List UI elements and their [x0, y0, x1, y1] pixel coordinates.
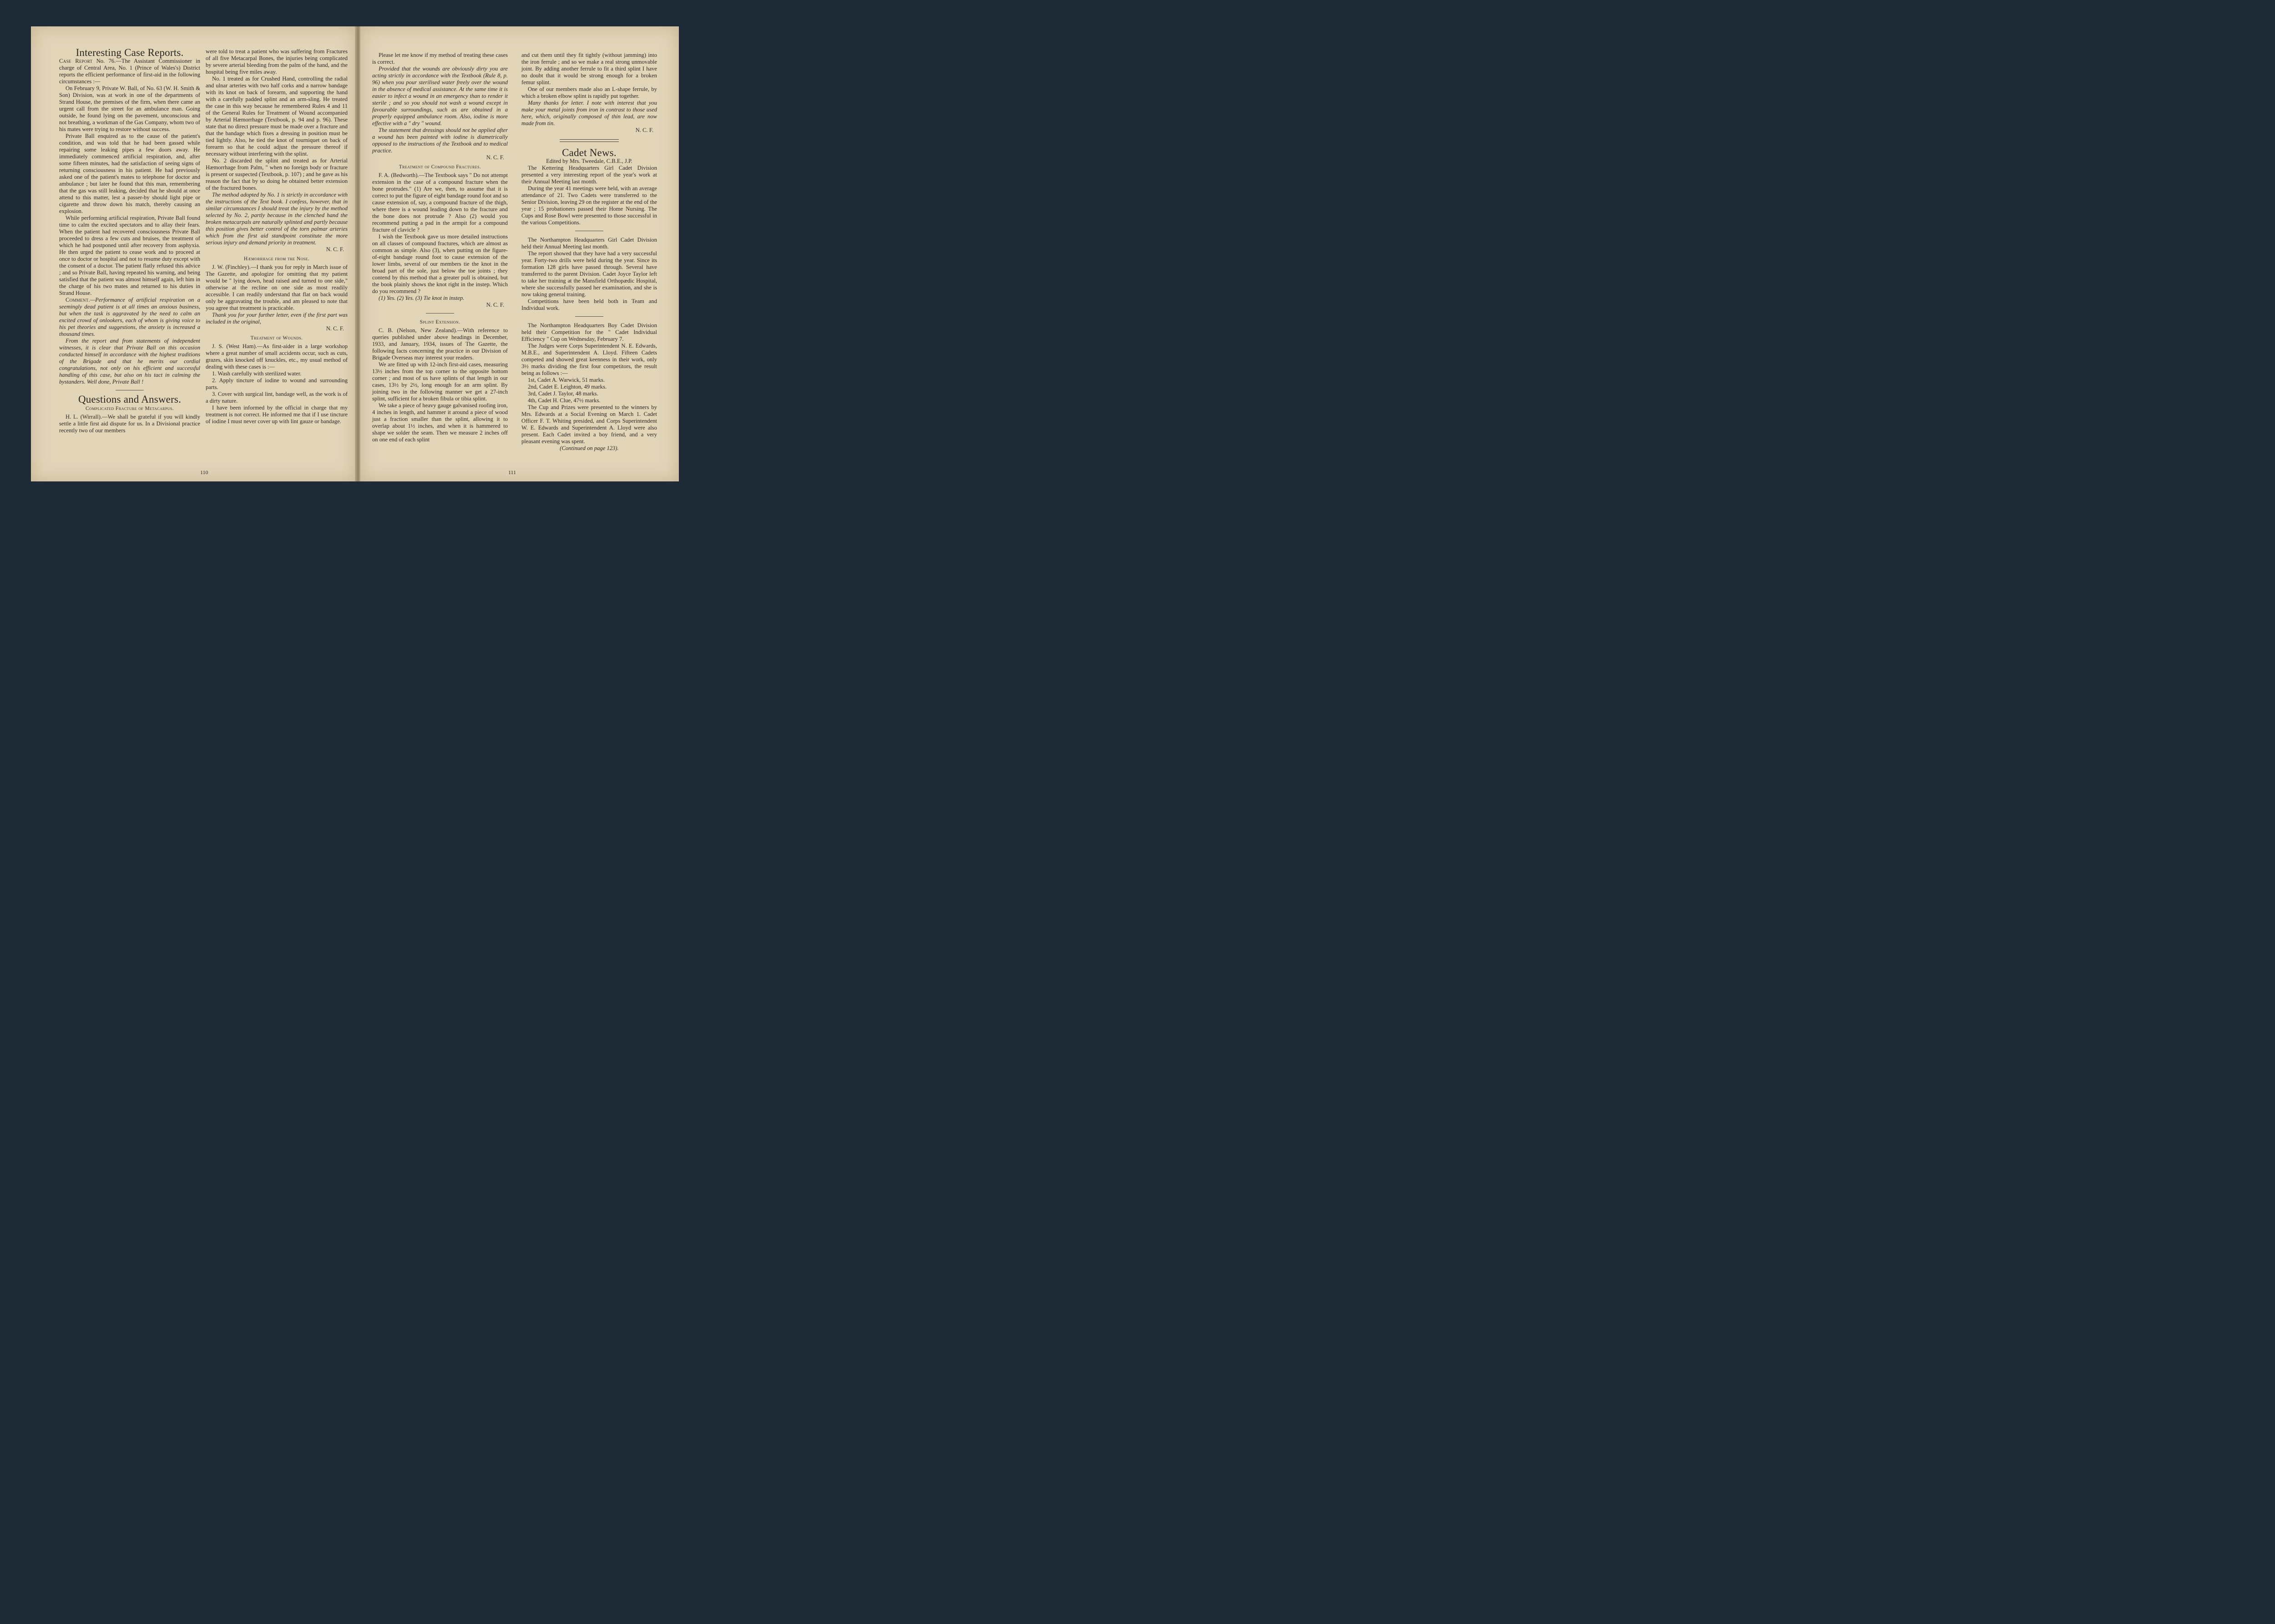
paragraph: Private Ball enquired as to the cause of the patient's condition, and was told that he had been gassed while repairing some leaking pipes a few doors away. He immediately commenced artificial respiration, and, after some fifteen minutes, had the satisfaction of seeing signs of returning consciousness in his patient. He had previously asked one of the patient's mates to telephone for doctor and ambulance ; but later he found that this man, remembering that the gas was still leaking, decided that he should at once attend to this matter, lest a passer-by should light pipe or cigarette and throw down his match, thereby causing an explosion.	[59, 133, 200, 214]
paragraph: F. A. (Bedworth).—The Textbook says " Do not attempt extension in the case of a compound fracture when the bone protrudes." (1) Are we, then, to assume that it is correct to put the figure of eight bandage round foot and so cause extension of, say, a compound fracture of the thigh, where there is a wound leading down to the fracture and the bone does not protrude ? Also (2) would you recommend putting a pad in the armpit for a compound fracture of clavicle ?	[372, 172, 508, 233]
paragraph: During the year 41 meetings were held, with an average attendance of 21. Two Cadets were transferred to the Senior Division, leaving 29 on the register at the end of the year ; 15 probationers passed their Home Nursing. The Cups and Rose Bowl were presented to those successful in the various Competitions.	[521, 185, 657, 226]
case-label: Case Report	[59, 58, 93, 64]
list-item: 3. Cover with surgical lint, bandage well, as the work is of a dirty nature.	[206, 391, 348, 404]
comment-paragraph: From the report and from statements of independent witnesses, it is clear that Private Ball on this occasion conducted himself in accordance with the highest traditions of the Brigade and that he merits our cordial congratulations, not only on his efficient and successful handling of this case, but also on his tact in calming the bystanders. Well done, Private Ball !	[59, 338, 200, 385]
paragraph: H. L. (Wirrall).—We shall be grateful if you will kindly settle a little first aid dispute for us. In a Divisional practice recently two of our members	[59, 414, 200, 434]
result-item: 3rd, Cadet J. Taylor, 48 marks.	[528, 390, 598, 397]
answer-paragraph: The method adopted by No. 1 is strictly in accordance with the instructions of the Text book. I confess, however, that in similar circumstances I should treat the injury by the method selected by No. 2, partly because in the clenched hand the broken metacarpals are naturally splinted and partly because this position gives better control of the torn palmar arteries which from the first aid standpoint constitute the more serious injury and demand priority in treatment.	[206, 192, 348, 246]
left-column-1	[59, 48, 200, 434]
signature: N. C. F.	[486, 302, 504, 308]
continued-note: (Continued on page 123).	[560, 445, 619, 451]
paragraph: I have been informed by the official in charge that my treatment is not correct. He informed me that if I use tincture of iodine I must never cover up with lint gauze or bandage.	[206, 405, 348, 425]
paragraph: Please let me know if my method of treating these cases is correct.	[372, 52, 508, 65]
signature: N. C. F.	[326, 325, 344, 332]
paragraph: The Cup and Prizes were presented to the winners by Mrs. Edwards at a Social Evening on March 1. Cadet Officer F. T. Whiting presided, and Corps Superintendent W. E. Edwards and Superintendent A. Lloyd were also present. Each Cadet invited a boy friend, and a very pleasant evening was spent.	[521, 404, 657, 445]
result-item: 4th, Cadet H. Clue, 47½ marks.	[528, 397, 601, 404]
question-heading: Complicated Fracture of Metacarpus.	[85, 406, 174, 411]
section-title-case-reports: Interesting Case Reports.	[76, 47, 184, 58]
comment-text: —Performance of artificial respiration on a seemingly dead patient is at all times an anxious business, but when the task is aggravated by the need to calm an excited crowd of onlookers, each of whom is giving voice to his pet theories and suggestions, the anxiety is increased a thousand times.	[59, 297, 200, 337]
paragraph: I wish the Textbook gave us more detailed instructions on all classes of compound fractures, which are almost as common as simple. Also (3), when putting on the figure-of-eight bandage round foot to cause extension of the lower limbs, several of our members tie the knot in the broad part of the sole, just below the toe joints ; they contend by this method that a greater pull is obtained, but the book plainly shows the knot right in the instep. Which do you recommend ?	[372, 233, 508, 294]
paragraph: J. S. (West Ham).—As first-aider in a large workshop where a great number of small accidents occur, such as cuts, grazes, skin knocked off knuckles, etc., my usual method of dealing with these cases is :—	[206, 343, 348, 370]
signature: N. C. F.	[326, 246, 344, 253]
paragraph: The Northampton Headquarters Girl Cadet Division held their Annual Meeting last month.	[521, 237, 657, 250]
signature: N. C. F.	[635, 127, 653, 133]
question-heading: Hæmorrhage from the Nose.	[243, 256, 310, 262]
paragraph: The report showed that they have had a very successful year. Forty-two drills were held during the year. Since its formation 128 girls have passed through. Several have transferred to the parent Division. Cadet Joyce Taylor left to take her training at the Mansfield Orthopædic Hospital, where she successfully passed her examination, and she is now taking general training.	[521, 250, 657, 298]
question-heading: Treatment of Compound Fractures.	[399, 164, 481, 170]
question-heading: Splint Extension.	[420, 319, 460, 325]
paragraph: The Judges were Corps Superintendent N. E. Edwards, M.B.E., and Superintendent A. Lloyd. Fifteen Cadets competed and showed great keenness in their work, only 3½ marks dividing the first four competitors, the result being as follows :—	[521, 343, 657, 376]
paragraph: One of our members made also an L-shape ferrule, by which a broken elbow splint is rapidly put together.	[521, 86, 657, 99]
paragraph: C. B. (Nelson, New Zealand).—With reference to queries published under above headings in December, 1933, and January, 1934, issues of The Gazette, the following facts concerning the practice in our Division of Brigade Overseas may interest your readers.	[372, 327, 508, 361]
page-number: 110	[200, 469, 208, 476]
case-intro	[59, 58, 200, 85]
right-page	[360, 26, 679, 481]
answer-paragraph: Thank you for your further letter, even if the first part was included in the original,	[206, 312, 348, 325]
list-item: 2. Apply tincture of iodine to wound and surrounding parts.	[206, 377, 348, 390]
paragraph: No. 2 discarded the splint and treated as for Arterial Hæmorrhage from Palm, " when no foreign body or fracture is present or suspected (Textbook, p. 107) ; and he gave as his reason the fact that by so doing he obtained better extension of the fractured bones.	[206, 157, 348, 191]
section-title-cadet-news: Cadet News.	[562, 147, 617, 158]
paragraph: While performing artificial respiration, Private Ball found time to calm the excited spectators and to allay their fears. When the patient had recovered consciousness Private Ball proceeded to dress a few cuts and bruises, the treatment of which he had postponed until after recovery from asphyxia. He then urged the patient to cease work and to proceed at once to doctor or hospital and not to resume duty except with the consent of a doctor. The patient flatly refused this advice ; and so Private Ball, having repeated his warning, and being satisfied that the patient was almost himself again, left him in the charge of his two mates and returned to his duties in Strand House.	[59, 215, 200, 296]
paragraph: The Northampton Headquarters Boy Cadet Division held their Competition for the " Cadet Individual Efficiency " Cup on Wednesday, February 7.	[521, 322, 657, 342]
paragraph: The Kettering Headquarters Girl Cadet Division presented a very interesting report of the year's work at their Annual Meeting last month.	[521, 165, 657, 185]
page-number: 111	[508, 469, 516, 476]
paragraph: We take a piece of heavy gauge galvanised roofing iron, 4 inches in length, and hammer it around a piece of wood just a fraction smaller than the splint, allowing it to overlap about 1½ inches, and when it is hammered to shape we solder the seam. Then we measure 2 inches off on one end of each splint	[372, 402, 508, 443]
left-page	[31, 26, 356, 481]
paragraph: Competitions have been held both in Team and Individual work.	[521, 298, 657, 311]
answer-paragraph: The statement that dressings should not be applied after a wound has been painted with iodine is diametrically opposed to the instructions of the Textbook and to medical practice.	[372, 127, 508, 154]
editor-line: Edited by Mrs. Tweedale, C.B.E., J.P.	[546, 158, 632, 164]
result-item: 1st, Cadet A. Warwick, 51 marks.	[528, 377, 605, 383]
signature: N. C. F.	[486, 154, 504, 161]
paragraph: and cut them until they fit tightly (without jamming) into the iron ferrule ; and so we make a real strong unmovable joint. By adding another ferrule to fit a third splint I have no doubt that it would be strong enough for a broken femur splint.	[521, 52, 657, 86]
left-column-2	[206, 48, 348, 425]
paragraph: No. 1 treated as for Crushed Hand, controlling the radial and ulnar arteries with two half corks and a narrow bandage with its knot on back of forearm, and supporting the hand with a carefully padded splint and an arm-sling. He treated the case in this way because he remembered Rules 4 and 11 of the General Rules for Treatment of Wound accompanied by Arterial Hæmorrhage (Textbook, p. 94 and p. 96). These state that no direct pressure must be made over a fracture and that the bandage which fixes a dressing in position must be tied lightly. Also, he tied the knot of tourniquet on back of forearm so that he could adjust the pressure thereof if necessary without interfering with the splint.	[206, 76, 348, 157]
case-intro-text: No. 76.—The Assistant Commissioner in charge of Central Area, No. 1 (Prince of Wales's) District reports the efficient performance of first-aid in the following circumstances :—	[59, 58, 200, 85]
paragraph: were told to treat a patient who was suffering from Fractures of all five Metacarpal Bones, the injuries being complicated by severe arterial bleeding from the palm of the hand, and the hospital being five miles away.	[206, 48, 348, 75]
paragraph: J. W. (Finchley).—I thank you for reply in March issue of The Gazette, and apologize for omitting that my patient would be " lying down, head raised and turned to one side," otherwise at the recline on one side as most readily accessible. I can readily understand that flat on back would only be aggravating the trouble, and am pleased to note that you agree that treatment is practicable.	[206, 264, 348, 311]
question-heading: Treatment of Wounds.	[250, 335, 303, 341]
divider	[575, 316, 603, 317]
right-column-2	[521, 52, 657, 452]
divider	[426, 313, 454, 314]
answer-paragraph: Many thanks for letter. I note with interest that you make your metal joints from iron in contrast to those used here, which, originally composed of thin lead, are now made from tin.	[521, 100, 657, 126]
comment-label: Comment.	[66, 297, 90, 303]
result-item: 2nd, Cadet E. Leighton, 49 marks.	[528, 384, 607, 390]
list-item: 1. Wash carefully with sterilized water.	[212, 370, 302, 377]
right-column-1	[372, 52, 508, 443]
paragraph: We are fitted up with 12-inch first-aid cases, measuring 13½ inches from the top corner to the opposite bottom corner ; and most of us have splints of that length in our cases, 13½ by 2½, long enough for an arm splint. By joining two in the following manner we get a 27-inch splint, sufficient for a broken fibula or tibia splint.	[372, 361, 508, 402]
section-title-qa: Questions and Answers.	[78, 394, 182, 405]
paragraph: On February 9, Private W. Ball, of No. 63 (W. H. Smith & Son) Division, was at work in one of the departments of Strand House, the premises of the firm, when there came an urgent call from the street for an ambulance man. Going outside, he found lying on the pavement, unconscious and not breathing, a workman of the Gas Company, whom two of his mates were trying to restore without success.	[59, 85, 200, 132]
double-rule-divider	[560, 139, 619, 142]
comment	[59, 297, 200, 338]
answers: (1) Yes. (2) Yes. (3) Tie knot in instep.	[379, 295, 465, 301]
answer-paragraph: Provided that the wounds are obviously dirty you are acting strictly in accordance with the Textbook (Rule 8, p. 96) when you pour sterilised water freely over the wound in the absence of medical assistance. At the same time it is easier to infect a wound in an emergency than to render it sterile ; and so you should not wash a wound except in favourable surroundings, such as are obtained in a properly equipped ambulance room. Also, iodine is more effective with a " dry " wound.	[372, 66, 508, 126]
